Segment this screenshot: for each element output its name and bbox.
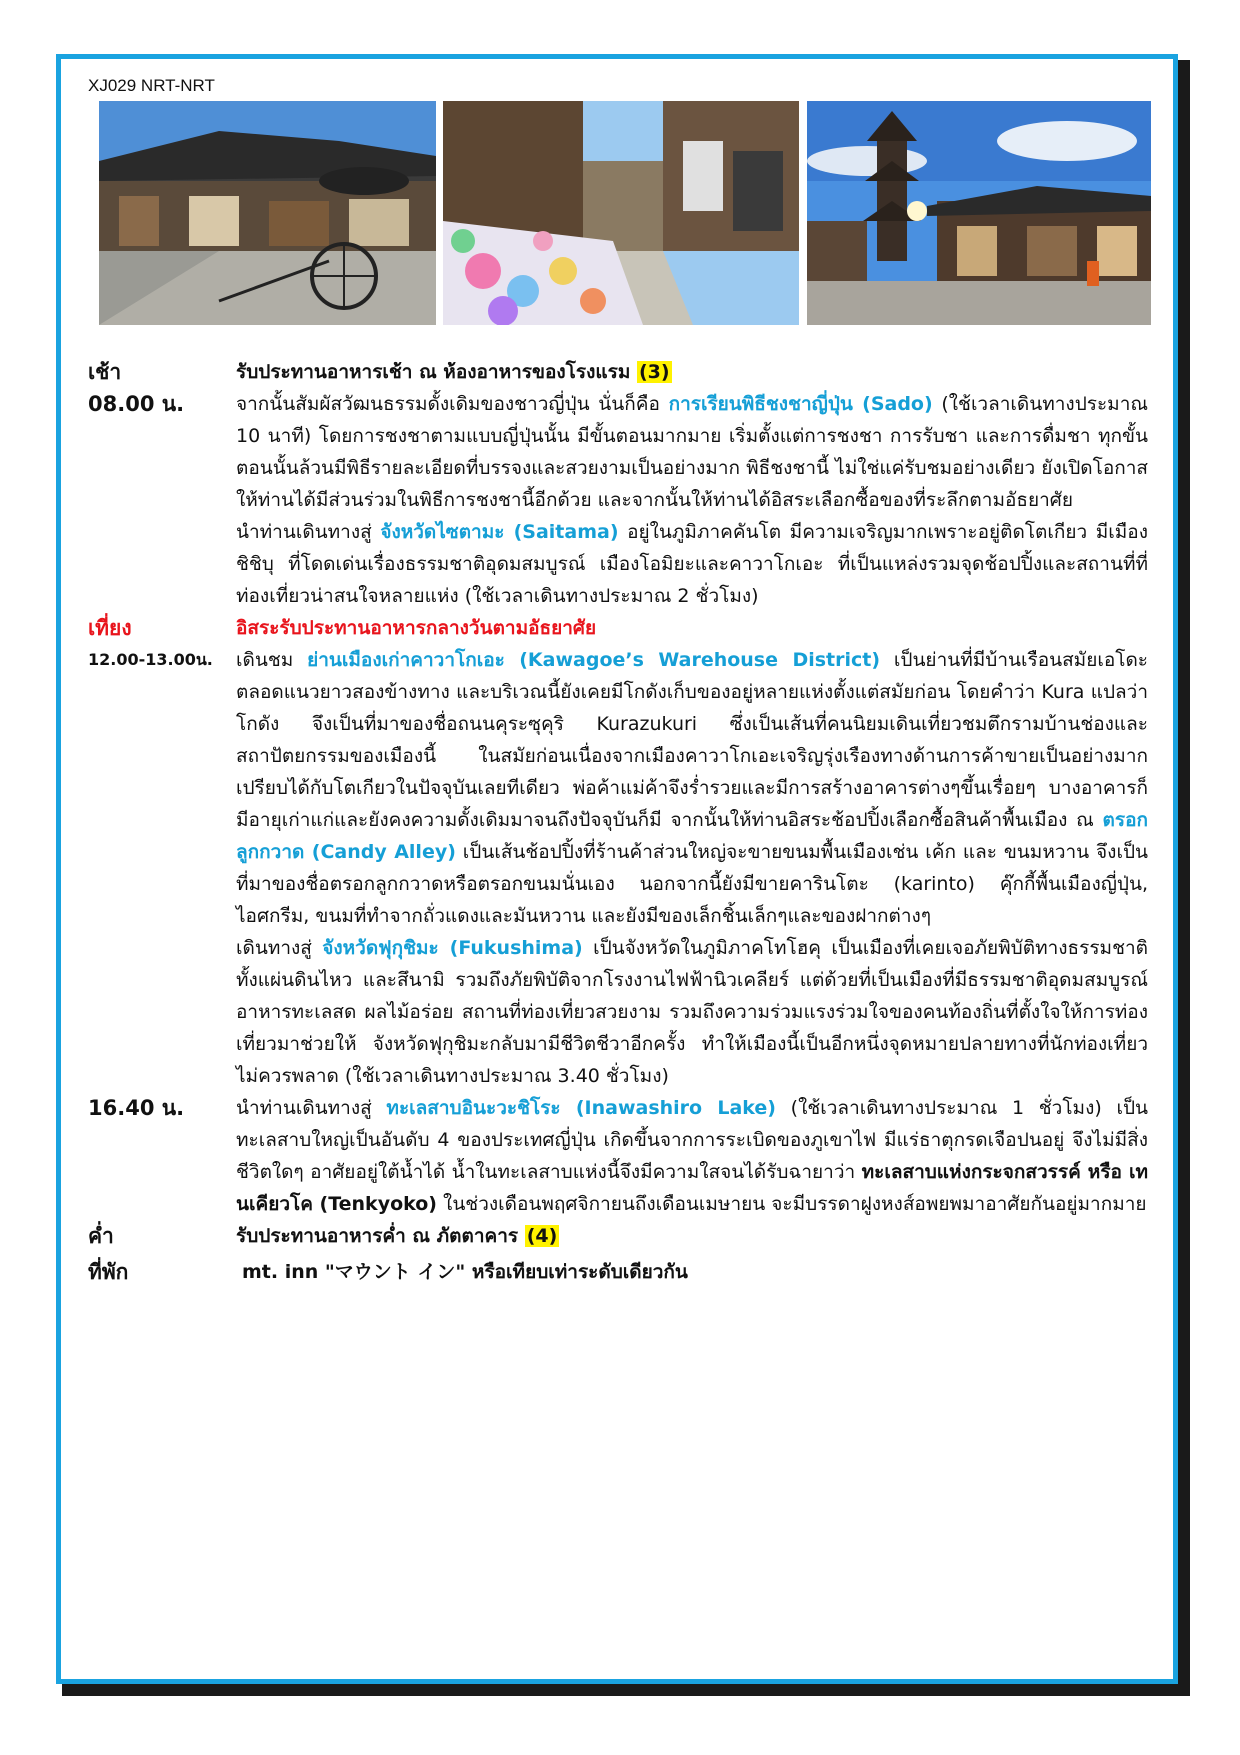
lunch-text: อิสระรับประทานอาหารกลางวันตามอัธยาศัย (236, 617, 597, 639)
time-label: เช้า (88, 360, 122, 384)
highlight-fukushima: จังหวัดฟุกุชิมะ (Fukushima) (322, 937, 583, 959)
paragraph (236, 932, 1148, 1092)
text-segment: จากนั้นสัมผัสวัฒนธรรมดั้งเดิมของชาวญี่ปุ่น นั่นก็คือ (236, 393, 669, 415)
text-segment: (ใช้เวลาเดินทางประมาณ 1 ชั่วโมง) เป็นทะเลสาบใหญ่เป็นอันดับ 4 ของประเทศญี่ปุ่น เกิดขึ้นจากการระเบิดของภูเขาไฟ มีแร่ธาตุกรดเจือปนอยู่ จึงไม่มีสิ่งชีวิตใดๆ อาศัยอยู่ใต้น้ำได้ น้ำในทะเลสาบแห่งนี้จึงมีความใสจนได้รับฉายาว่า (236, 1097, 1148, 1183)
hotel-text: mt. inn "マウント イン" หรือเทียบเท่าระดับเดียวกัน (242, 1261, 688, 1283)
schedule-row-morning (88, 356, 1148, 388)
schedule-row-hotel (88, 1256, 1148, 1288)
highlight-inawashiro: ทะเลสาบอินะวะชิโระ (Inawashiro Lake) (386, 1097, 776, 1119)
text-segment: เดินทางสู่ (236, 937, 323, 959)
text-segment: ในช่วงเดือนพฤศจิกายนถึงเดือนเมษายน จะมีบรรดาฝูงหงส์อพยพมาอาศัยกันอยู่มากมาย (437, 1193, 1147, 1215)
schedule-row-dinner (88, 1220, 1148, 1252)
candy-alley-shop-photo (443, 101, 799, 325)
text-segment: เดินชม (236, 649, 308, 671)
dinner-text: รับประทานอาหารค่ำ ณ ภัตตาคาร (236, 1225, 519, 1247)
time-label: 16.40 น. (88, 1096, 185, 1120)
time-label: 08.00 น. (88, 392, 185, 416)
text-segment: เป็นเส้นช้อปปิ้งที่ร้านค้าส่วนใหญ่จะขายขนมพื้นเมืองเช่น เค้ก และ ขนมหวาน จึงเป็นที่มาของชื่อตรอกลูกกวาดหรือตรอกขนมนั่นเอง นอกจากนี้ยังมีขายคารินโตะ (karinto) คุ๊กกี้พื้นเมืองญี่ปุ่น, ไอศกรีม, ขนมที่ทำจากถั่วแดงและมันหวาน และยังมีของเล็กชิ้นเล็กๆและของฝากต่างๆ (236, 841, 1149, 927)
time-label: เที่ยง (88, 616, 132, 640)
schedule-row-0800 (88, 388, 1148, 612)
time-label: ที่พัก (88, 1260, 129, 1284)
text-segment: เป็นจังหวัดในภูมิภาคโทโฮคุ เป็นเมืองที่เคยเจอภัยพิบัติทางธรรมชาติ ทั้งแผ่นดินไหว และสึนามิ รวมถึงภัยพิบัติจากโรงงานไฟฟ้านิวเคลียร์ แต่ด้วยที่เป็นเมืองที่มีธรรมชาติอุดมสมบูรณ์ อาหารทะเลสด ผลไม้อร่อย สถานที่ท่องเที่ยวสวยงาม รวมถึงความร่วมแรงร่วมใจของคนท้องถิ่นที่ตั้งใจให้การท่องเที่ยวมาช่วยให้ จังหวัดฟุกุชิมะกลับมามีชีวิตชีวาอีกครั้ง ทำให้เมืองนี้เป็นอีกหนึ่งจุดหมายปลายทางที่นักท่องเที่ยวไม่ควรพลาด (ใช้เวลาเดินทางประมาณ 3.40 ชั่วโมง) (236, 937, 1148, 1087)
highlight-tenkyoko: ทะเลสาบแห่งกระจกสวรรค์ หรือ เทนเคียวโค (Tenkyoko) (236, 1161, 1148, 1215)
time-label: 12.00-13.00น. (88, 650, 213, 669)
paragraph (236, 644, 1148, 932)
paragraph (236, 388, 1148, 516)
highlight-kawagoe: ย่านเมืองเก่าคาวาโกเอะ (Kawagoe’s Warehouse District) (307, 649, 881, 671)
paragraph (236, 516, 1148, 612)
text-segment: เป็นย่านที่มีบ้านเรือนสมัยเอโดะตลอดแนวยาวสองข้างทาง และบริเวณนี้ยังเคยมีโกดังเก็บของอยู่หลายแห่งตั้งแต่สมัยก่อน โดยคำว่า Kura แปลว่า โกดัง จึงเป็นที่มาของชื่อถนนคุระซุคุริ Kurazukuri ซึ่งเป็นเส้นที่คนนิยมเดินเที่ยวชมตึกรามบ้านช่องและสถาปัตยกรรมของเมืองนี้ ในสมัยก่อนเนื่องจากเมืองคาวาโกเอะเจริญรุ่งเรืองทางด้านการค้าขายเป็นอย่างมากเปรียบได้กับโตเกียวในปัจจุบันเลยทีเดียว พ่อค้าแม่ค้าจึงร่ำรวยและมีการสร้างอาคารต่างๆขึ้นเรื่อยๆ บางอาคารก็มีอายุเก่าแก่และยังคงความดั้งเดิมมาจนถึงปัจจุบันก็มี จากนั้นให้ท่านอิสระช้อปปิ้งเลือกซื้อสินค้าพื้นเมือง ณ (236, 649, 1148, 831)
tour-code: XJ029 NRT-NRT (88, 76, 215, 95)
text-segment: (ใช้เวลาเดินทางประมาณ 10 นาที) โดยการชงชาตามแบบญี่ปุ่นนั้น มีขั้นตอนมากมาย เริ่มตั้งแต่การชงชา การรับชา และการดื่มชา ทุกขั้นตอนนั้นล้วนมีพิธีรายละเอียดที่บรรจงและสวยงามเป็นอย่างมาก พิธีชงชานี้ ไม่ใช่แค่รับชมอย่างเดียว ยังเปิดโอกาสให้ท่านได้มีส่วนร่วมในพิธีการชงชานี้อีกด้วย และจากนั้นให้ท่านได้อิสระเลือกซื้อของที่ระลึกตามอัธยาศัย (236, 393, 1148, 511)
text-segment: นำท่านเดินทางสู่ (236, 521, 381, 543)
schedule-row-noon (88, 612, 1148, 644)
highlight-candy-alley: ตรอกลูกกวาด (Candy Alley) (236, 809, 1148, 863)
photo-strip (99, 101, 1151, 325)
breakfast-text: รับประทานอาหารเช้า ณ ห้องอาหารของโรงแรม (236, 361, 631, 383)
highlight-tea-ceremony: การเรียนพิธีชงชาญี่ปุ่น (Sado) (668, 393, 933, 415)
meal-number-badge: (3) (638, 361, 670, 383)
text-segment: อยู่ในภูมิภาคคันโต มีความเจริญมากเพราะอยู่ติดโตเกียว มีเมืองชิชิบุ ที่โดดเด่นเรื่องธรรมชาติอุดมสมบูรณ์ เมืองโอมิยะและคาวาโกเอะ ที่เป็นแหล่งรวมจุดช้อปปิ้งและสถานที่ที่ท่องเที่ยวน่าสนใจหลายแห่ง (ใช้เวลาเดินทางประมาณ 2 ชั่วโมง) (236, 521, 1148, 607)
time-label: ค่ำ (88, 1224, 114, 1248)
schedule-row-1200 (88, 644, 1148, 1092)
highlight-saitama: จังหวัดไซตามะ (Saitama) (380, 521, 619, 543)
meal-number-badge: (4) (526, 1225, 558, 1247)
paragraph (236, 1092, 1148, 1220)
bell-tower-photo (807, 101, 1151, 325)
kawagoe-street-rickshaw-photo (99, 101, 436, 325)
text-segment: นำท่านเดินทางสู่ (236, 1097, 387, 1119)
itinerary (88, 356, 1148, 1288)
schedule-row-1640 (88, 1092, 1148, 1220)
